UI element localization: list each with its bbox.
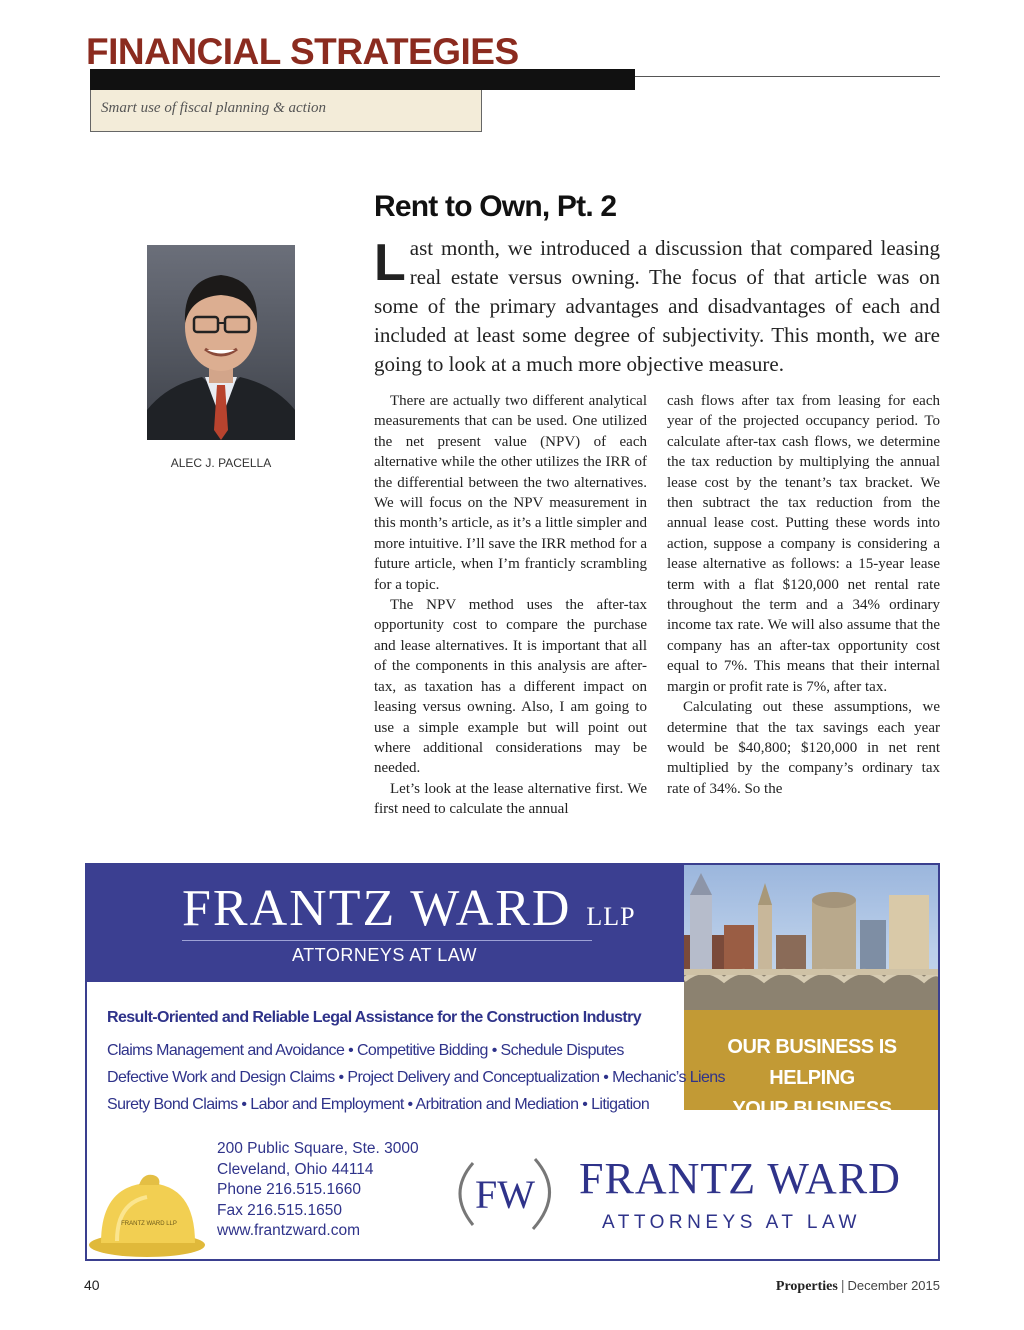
ad-firm-name: FRANTZ WARD LLP (182, 880, 636, 937)
footer-publication (776, 1277, 940, 1295)
subtitle-text: Smart use of fiscal planning & action (101, 100, 326, 116)
paragraph: The NPV method uses the after-tax opportunity cost to compare the purchase and lease alternatives. It is important that all of the components in this analysis are after-tax, as taxation has a different impact on leasing versus owning. Also, I am going to use a simple example but will point out where additional considerations may be needed. (374, 597, 647, 777)
ad-divider (182, 940, 592, 941)
section-title: FINANCIAL STRATEGIES (86, 31, 519, 72)
ad-slogan-line-2: YOUR BUSINESS SUCCEED. (732, 1098, 892, 1151)
ad-services-list (107, 1037, 725, 1118)
ad-headline: Result-Oriented and Reliable Legal Assistance for the Construction Industry (107, 1009, 642, 1026)
paragraph: cash flows after tax from leasing for each year of the projected occupancy period. To calculate after-tax cash flows, we determine the tax reduction by multiplying the annual lease cost by the tenant’s tax bracket. We then subtract the tax reduction from the annual lease cost. Putting these words into action, suppose a company is considering a lease alternative as follows: a 15-year lease term with a flat $120,000 net rental rate throughout the term and a 34% ordinary income tax rate. We will also assume that the company has an after-tax opportunity cost equal to 7%. This means that their internal margin or profit rate is 7%, after tax. (667, 393, 940, 695)
issue-date: December 2015 (847, 1278, 940, 1293)
skyline-icon (684, 865, 940, 1010)
ad-logo-name: FRANTZ WARD (579, 1154, 901, 1203)
paragraph: Let’s look at the lease alternative first. We first need to calculate the annual (374, 780, 647, 818)
ad-city-skyline-image (684, 865, 940, 1010)
frantz-ward-advertisement[interactable] (85, 863, 940, 1261)
logo-initials: FW (475, 1172, 535, 1217)
paragraph: Calculating out these assumptions, we determine that the tax savings each year would be $40,800; $120,000 in net rent multiplied by the company’s ordinary tax rate of 34%. So the (667, 699, 940, 797)
article-title: Rent to Own, Pt. 2 (374, 190, 617, 223)
author-portrait-icon (147, 245, 295, 440)
ad-address-line: 200 Public Square, Ste. 3000 (217, 1140, 419, 1157)
ad-slogan-line-1: OUR BUSINESS IS HELPING (727, 1036, 897, 1089)
publication-name: Properties (775, 1279, 838, 1294)
article-lead (374, 234, 940, 379)
ad-website-link[interactable]: www.frantzward.com (217, 1222, 360, 1239)
ad-service-line: Defective Work and Design Claims • Project Delivery and Conceptualization • Mechanic’s Liens (107, 1069, 725, 1086)
ad-banner (87, 865, 684, 982)
page-number: 40 (84, 1277, 100, 1293)
ad-fax: Fax 216.515.1650 (217, 1201, 342, 1219)
frantz-ward-logo-mark-icon (443, 1153, 567, 1233)
ad-service-line: Claims Management and Avoidance • Competitive Bidding • Schedule Disputes (107, 1042, 624, 1059)
article-column-1 (374, 391, 647, 820)
footer-separator: | (840, 1277, 845, 1293)
paragraph: There are actually two different analytical measurements that can be used. One utilized the net present value (NPV) of each alternative while the other utilizes the IRR of the differential between the two alternatives. We will focus on the NPV measurement in this month’s article, as it’s a little simpler and more intuitive. I’ll save the IRR method for a future article, when I’m franticly scrambling for a topic. (374, 393, 647, 593)
ad-firm-suffix: LLP (586, 902, 636, 931)
ad-logo-subtitle: ATTORNEYS AT LAW (602, 1212, 861, 1233)
author-photo (147, 245, 295, 440)
ad-contact-info (217, 1139, 419, 1242)
ad-service-line: Surety Bond Claims • Labor and Employment • Arbitration and Mediation • Litigation (107, 1096, 650, 1113)
section-subtitle (90, 90, 482, 132)
drop-cap: L (374, 234, 406, 292)
article-column-2 (667, 391, 940, 799)
ad-attorneys-label: ATTORNEYS AT LAW (292, 945, 478, 965)
helmet-label: FRANTZ WARD LLP (121, 1221, 177, 1227)
hard-hat-icon (87, 1163, 207, 1259)
ad-phone: Phone 216.515.1660 (217, 1181, 361, 1198)
lead-text: ast month, we introduced a discussion that compared leasing real estate versus owning. The focus of that article was on some of the primary advantages and disadvantages of each and included at least some degree of subjectivity. This month, we are going to look at a much more objective measure. (374, 236, 940, 376)
author-name: ALEC J. PACELLA (170, 456, 272, 470)
ad-city-line: Cleveland, Ohio 44114 (217, 1160, 374, 1178)
